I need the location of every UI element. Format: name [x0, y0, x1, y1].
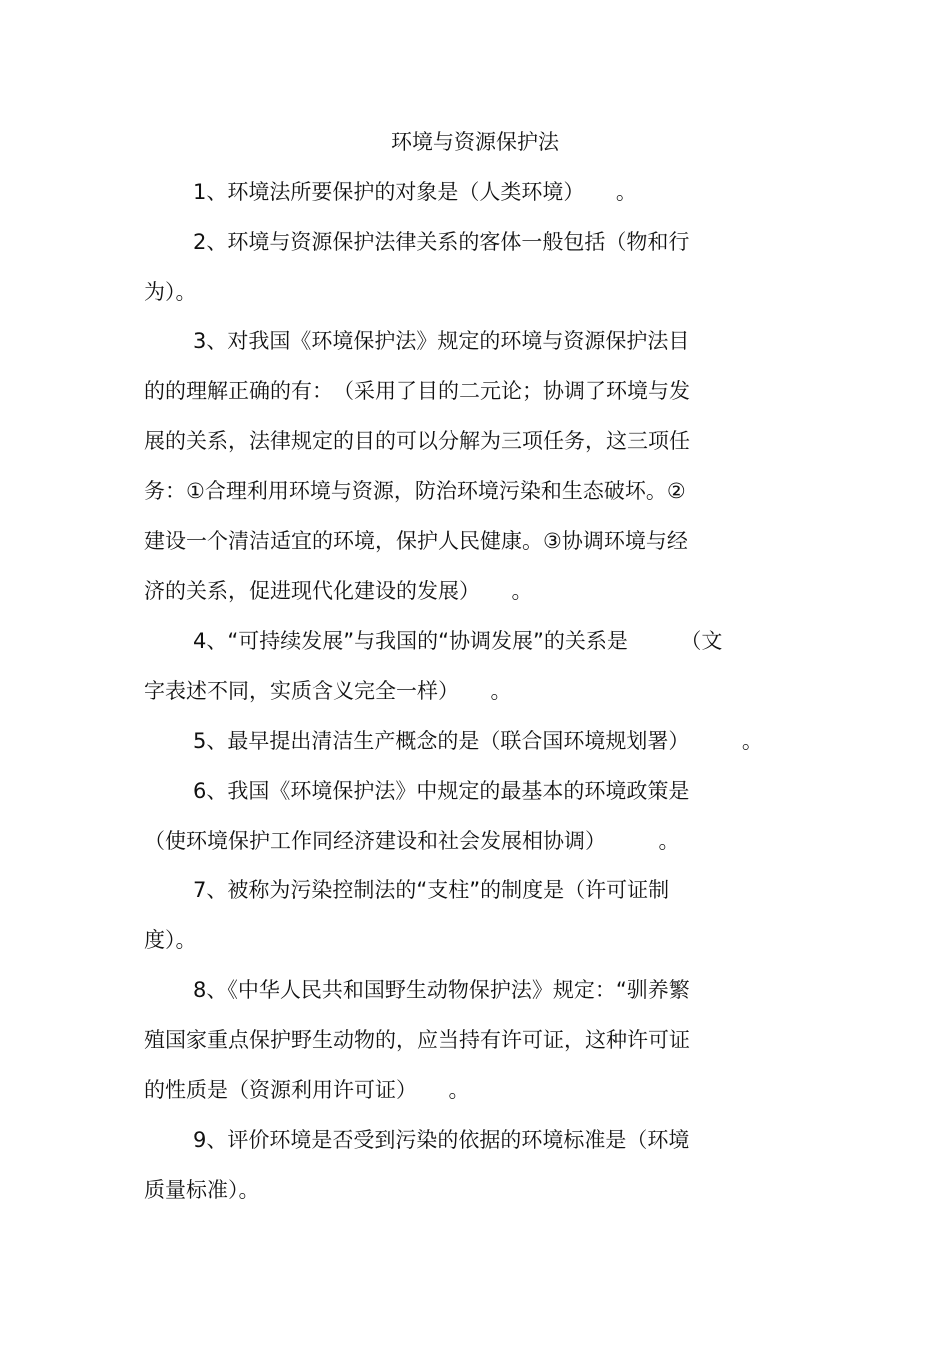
item-2-line-2: 为）。	[144, 280, 197, 304]
item-1-line-1: 1、环境法所要保护的对象是（人类环境） 。	[193, 180, 637, 204]
item-4-line-2: 字表述不同，实质含义完全一样） 。	[144, 679, 512, 703]
item-3-line-6: 济的关系，促进现代化建设的发展） 。	[144, 579, 533, 603]
item-3-line-5: 建设一个清洁适宜的环境，保护人民健康。③协调环境与经	[144, 529, 688, 553]
item-3-line-3: 展的关系，法律规定的目的可以分解为三项任务，这三项任	[144, 429, 690, 453]
item-3-line-2: 的的理解正确的有： （采用了目的二元论；协调了环境与发	[144, 379, 690, 403]
item-9-line-2: 质量标准）。	[144, 1178, 260, 1202]
item-8-line-1: 8、《中华人民共和国野生动物保护法》规定：“驯养繁	[193, 978, 690, 1002]
item-3-line-1: 3、对我国《环境保护法》规定的环境与资源保护法目	[193, 329, 690, 353]
item-7-line-2: 度）。	[144, 928, 197, 952]
item-8-line-3: 的性质是（资源利用许可证） 。	[144, 1078, 470, 1102]
item-5-line-1: 5、最早提出清洁生产概念的是（联合国环境规划署） 。	[193, 729, 763, 753]
item-2-line-1: 2、环境与资源保护法律关系的客体一般包括（物和行	[193, 230, 690, 254]
item-8-line-2: 殖国家重点保护野生动物的，应当持有许可证，这种许可证	[144, 1028, 690, 1052]
item-9-line-1: 9、评价环境是否受到污染的依据的环境标准是（环境	[193, 1128, 690, 1152]
item-3-line-4: 务：①合理利用环境与资源，防治环境污染和生态破坏。②	[144, 479, 686, 503]
document-title: 环境与资源保护法	[391, 130, 559, 154]
item-7-line-1: 7、被称为污染控制法的“支柱”的制度是（许可证制	[193, 878, 670, 902]
item-6-line-2: （使环境保护工作同经济建设和社会发展相协调） 。	[144, 829, 680, 853]
item-6-line-1: 6、我国《环境保护法》中规定的最基本的环境政策是	[193, 779, 690, 803]
item-4-line-1: 4、“可持续发展”与我国的“协调发展”的关系是 （文	[193, 629, 723, 653]
